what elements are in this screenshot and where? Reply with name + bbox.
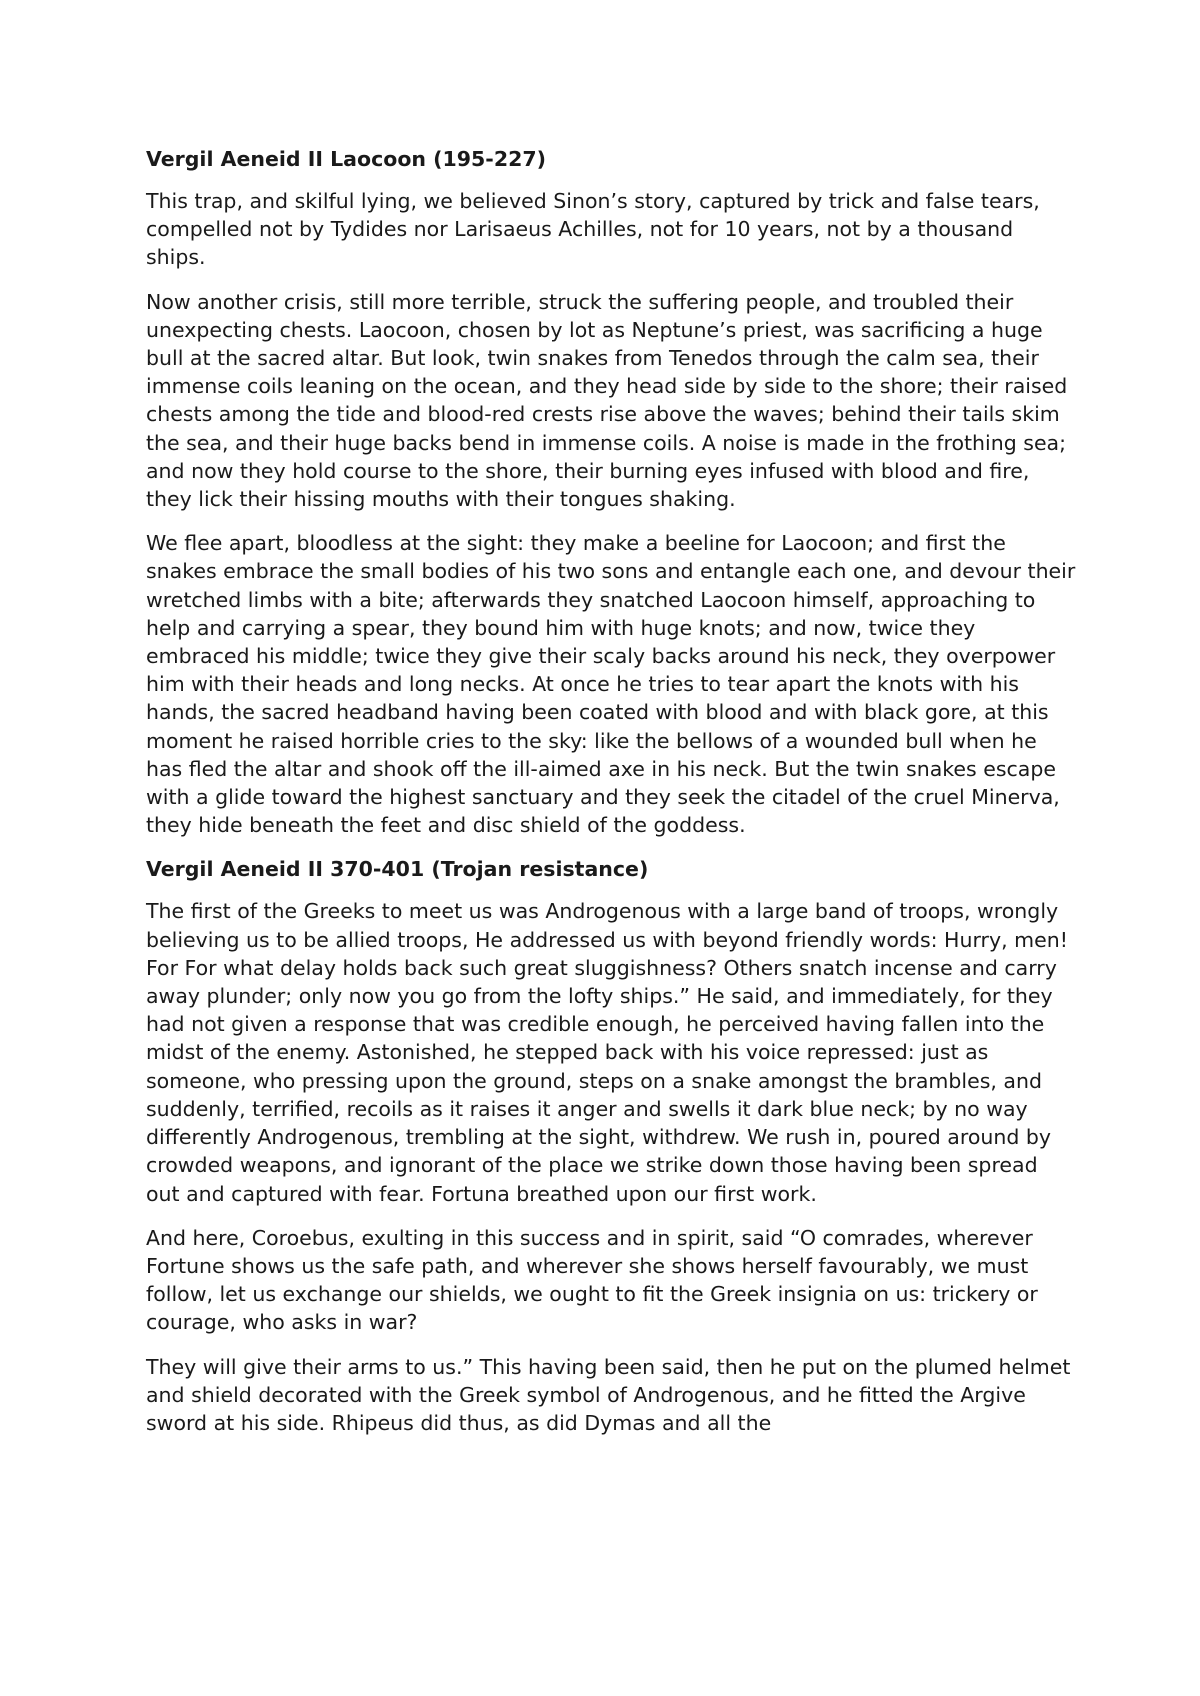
paragraph: This trap, and skilful lying, we believed Sinon’s story, captured by trick and false tears, compelled not by Tydides nor Larisaeus Achilles, not for 10 years, not by a thousand ships. bbox=[146, 189, 1040, 270]
paragraph: And here, Coroebus, exulting in this success and in spirit, said “O comrades, wherever Fortune shows us the safe path, and wherever she shows herself favourably, we must follow, let us exchange our shields, we ought to fit the Greek insignia on us: trickery or courage, who asks in war? bbox=[146, 1225, 1038, 1335]
paragraph: They will give their arms to us.” This having been said, then he put on the plumed helmet and shield decorated with the Greek symbol of Androgenous, and he fitted the Argive sword at his side. Rhipeus did thus, as did Dymas and all the bbox=[146, 1354, 1071, 1435]
paragraph: We flee apart, bloodless at the sight: they make a beeline for Laocoon; and first the snakes embrace the small bodies of his two sons and entangle each one, and devour their wretched limbs with a bite; afterwards they snatched Laocoon himself, approaching to help and carrying a spear, they bound him with huge knots; and now, twice they embraced his middle; twice they give their scaly backs around his neck, they overpower him with their heads and long necks. At once he tries to tear apart the knots with his hands, the sacred headband having been coated with blood and with black gore, at this moment he raised horrible cries to the sky: like the bellows of a wounded bull when he has fled the altar and shook off the ill-aimed axe in his neck. But the twin snakes escape with a glide toward the highest sanctuary and they seek the citadel of the cruel Minerva, they hide beneath the feet and disc shield of the goddess. bbox=[146, 531, 1076, 838]
paragraph: The first of the Greeks to meet us was Androgenous with a large band of troops, wrongly believing us to be allied troops, He addressed us with beyond friendly words: Hurry, men! For For what delay holds back such great sluggishness? Others snatch incense and carry away plunder; only now you go from the lofty ships.” He said, and immediately, for they had not given a response that was credible enough, he perceived having fallen into the midst of the enemy. Astonished, he stepped back with his voice repressed: just as someone, who pressing upon the ground, steps on a snake amongst the brambles, and suddenly, terrified, recoils as it raises it anger and swells it dark blue neck; by no way differently Androgenous, trembling at the sight, withdrew. We rush in, poured around by crowded weapons, and ignorant of the place we strike down those having been spread out and captured with fear. Fortuna breathed upon our first work. bbox=[146, 899, 1068, 1206]
document-page bbox=[146, 145, 1076, 1453]
section-trojan-resistance bbox=[146, 855, 1076, 1437]
section-laocoon bbox=[146, 145, 1076, 839]
paragraph: Now another crisis, still more terrible, struck the suffering people, and troubled their unexpecting chests. Laocoon, chosen by lot as Neptune’s priest, was sacrificing a huge bull at the sacred altar. But look, twin snakes from Tenedos through the calm sea, their immense coils leaning on the ocean, and they head side by side to the shore; their raised chests among the tide and blood-red crests rise above the waves; behind their tails skim the sea, and their huge backs bend in immense coils. A noise is made in the frothing sea; and now they hold course to the shore, their burning eyes infused with blood and fire, they lick their hissing mouths with their tongues shaking. bbox=[146, 289, 1068, 512]
section-heading: Vergil Aeneid II Laocoon (195-227) bbox=[146, 147, 546, 171]
section-heading: Vergil Aeneid II 370-401 (Trojan resistance) bbox=[146, 857, 649, 882]
